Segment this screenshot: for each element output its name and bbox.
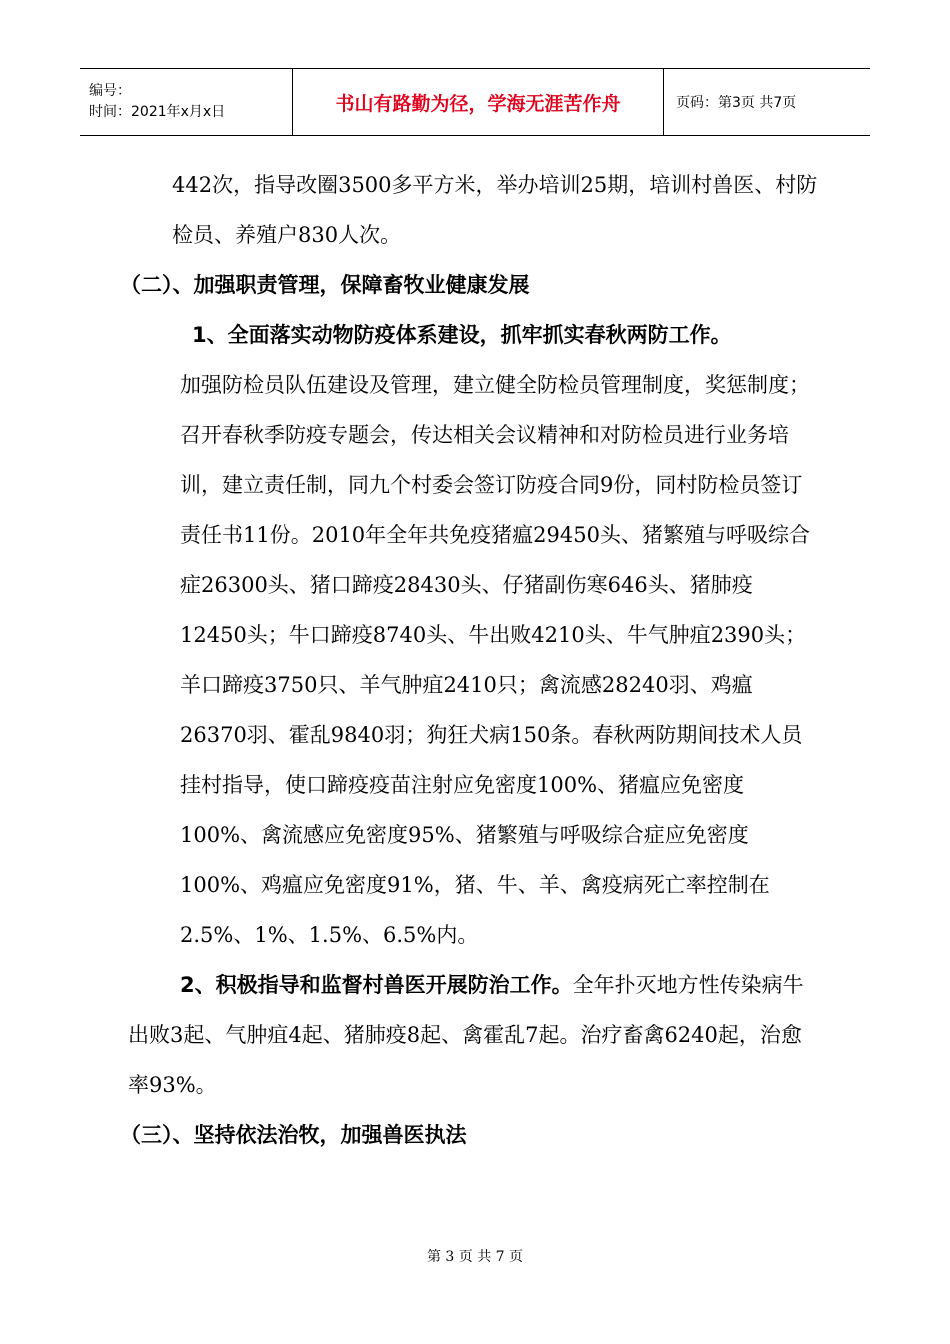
document-date-label: 时间：2021年x月x日 <box>89 104 226 120</box>
header-page-number: 页码：第3页 共7页 <box>664 69 871 136</box>
document-number-label: 编号： <box>89 83 131 99</box>
subsection-heading: 1、全面落实动物防疫体系建设，抓牢抓实春秋两防工作。 <box>192 323 732 347</box>
paragraph <box>128 960 818 1110</box>
section-heading: （三）、坚持依法治牧，加强兽医执法 <box>120 1123 467 1147</box>
paragraph: 442次，指导改圈3500多平方米，举办培训25期，培训村兽医、村防检员、养殖户830人次。 <box>172 173 818 247</box>
paragraph-lead: 2、积极指导和监督村兽医开展防治工作。 <box>180 973 573 997</box>
page-footer: 第 3 页 共 7 页 <box>426 1249 524 1265</box>
header-meta <box>80 69 293 136</box>
page-header <box>80 68 870 136</box>
section-heading: （二）、加强职责管理，保障畜牧业健康发展 <box>120 273 530 297</box>
document-body <box>120 160 818 1160</box>
header-motto: 书山有路勤为径，学海无涯苦作舟 <box>335 92 621 115</box>
paragraph-text: 全年扑灭地方性传染病牛出败3起、气肿疽4起、猪肺疫8起、禽霍乱7起。治疗畜禽6240起，治愈率93%。 <box>128 973 804 1097</box>
paragraph: 加强防检员队伍建设及管理，建立健全防检员管理制度，奖惩制度；召开春秋季防疫专题会，传达相关会议精神和对防检员进行业务培训，建立责任制，同九个村委会签订防疫合同9份，同村防检员签订责任书11份。2010年全年共免疫猪瘟29450头、猪繁殖与呼吸综合症26300头、猪口蹄疫28430头、仔猪副伤寒646头、猪肺疫12450头；牛口蹄疫8740头、牛出败4210头、牛气肿疽2390头；羊口蹄疫3750只、羊气肿疽2410只；禽流感28240羽、鸡瘟26370羽、霍乱9840羽；狗狂犬病150条。春秋两防期间技术人员挂村指导，使口蹄疫疫苗注射应免密度100%、猪瘟应免密度100%、禽流感应免密度95%、猪繁殖与呼吸综合症应免密度100%、鸡瘟应免密度91%，猪、牛、羊、禽疫病死亡率控制在2.5%、1%、1.5%、6.5%内。 <box>180 373 810 947</box>
header-motto-cell <box>293 69 664 136</box>
